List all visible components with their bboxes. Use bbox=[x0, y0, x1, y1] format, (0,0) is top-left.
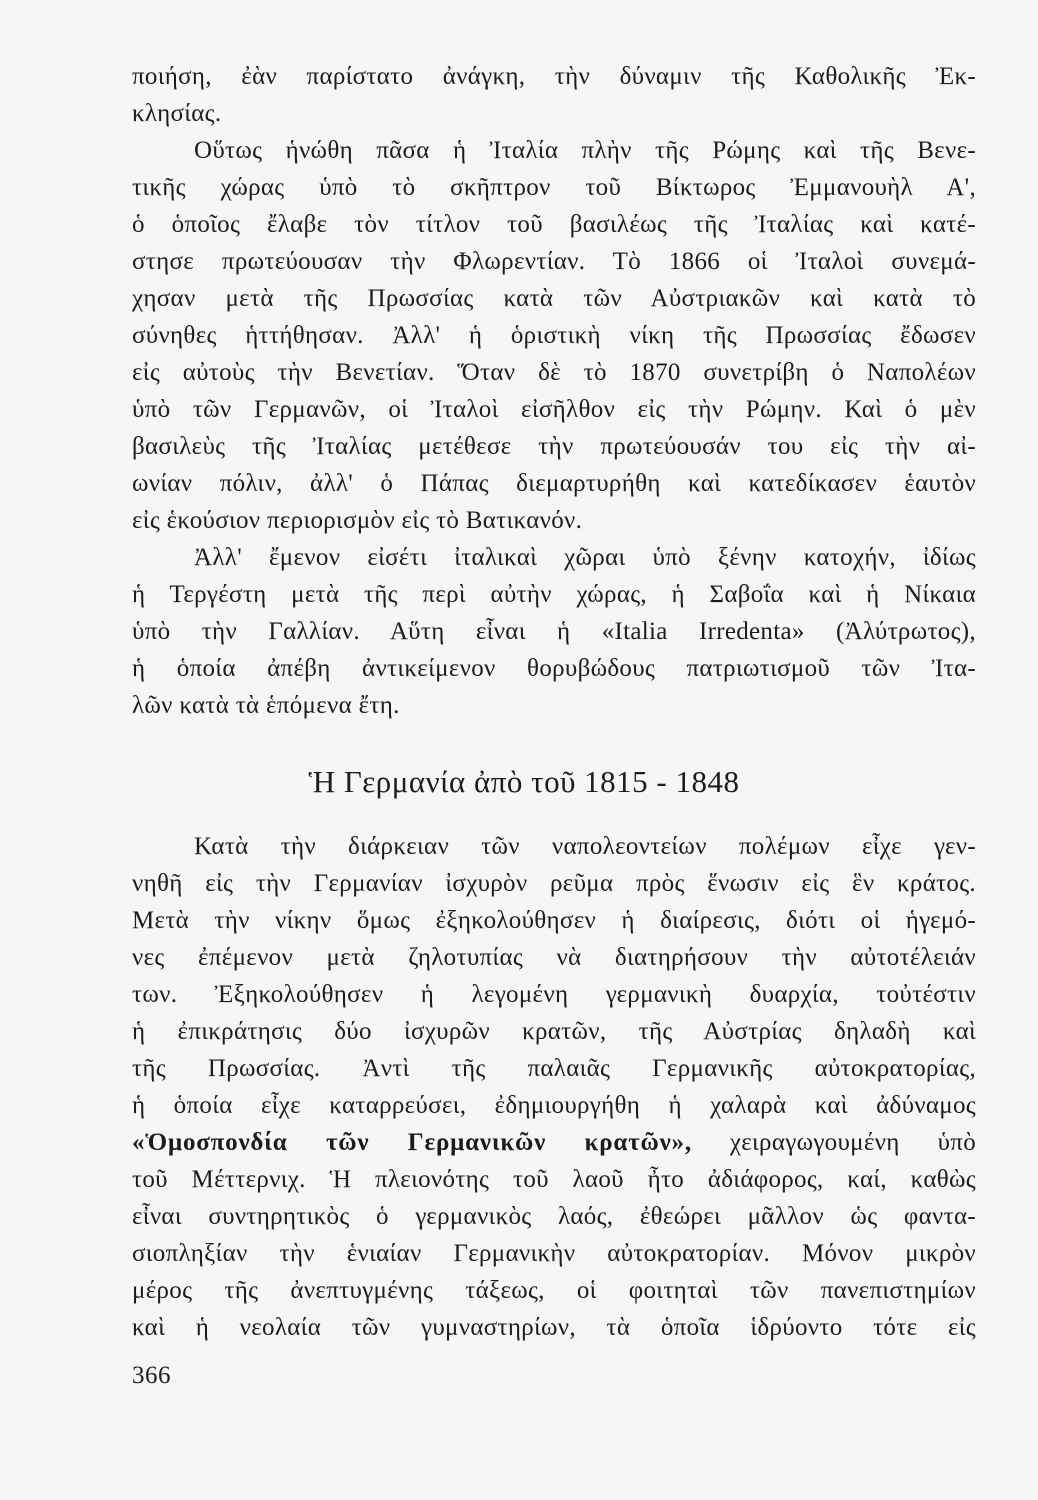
section-heading: Ἡ Γερμανία ἀπὸ τοῦ 1815 - 1848 bbox=[308, 764, 740, 799]
text-line: Μετὰ τὴν νίκην ὅμως ἐξηκολούθησεν ἡ διαίρεσις, διότι οἱ ἡγεμό- bbox=[132, 907, 976, 934]
text-line: Ἀλλ' ἔμενον εἰσέτι ἰταλικαὶ χῶραι ὑπὸ ξένην κατοχήν, ἰδίως bbox=[194, 544, 976, 571]
text-line: ἡ ἐπικράτησις δύο ἰσχυρῶν κρατῶν, τῆς Αὐστρίας δηλαδὴ καὶ bbox=[132, 1018, 976, 1045]
text-line: στησε πρωτεύουσαν τὴν Φλωρεντίαν. Τὸ 1866 οἱ Ἰταλοὶ συνεμά- bbox=[132, 248, 976, 275]
text-line: βασιλεὺς τῆς Ἰταλίας μετέθεσε τὴν πρωτεύουσάν του εἰς τὴν αἰ- bbox=[132, 433, 976, 460]
text-line-with-bold bbox=[132, 1124, 976, 1161]
text-line: νες ἐπέμενον μετὰ ζηλοτυπίας νὰ διατηρήσουν τὴν αὐτοτέλειάν bbox=[132, 944, 976, 971]
text-line: τῆς Πρωσσίας. Ἀντὶ τῆς παλαιᾶς Γερμανικῆς αὐτοκρατορίας, bbox=[132, 1055, 976, 1082]
text-line: Οὕτως ἡνώθη πᾶσα ἡ Ἰταλία πλὴν τῆς Ρώμης καὶ τῆς Βενε- bbox=[194, 137, 976, 164]
text-line: ἡ ὁποία εἶχε καταρρεύσει, ἐδημιουργήθη ἡ χαλαρὰ καὶ ἀδύναμος bbox=[132, 1092, 976, 1119]
page-number: 366 bbox=[132, 1362, 171, 1389]
text-line: εἰς ἑκούσιον περιορισμὸν εἰς τὸ Βατικανόν. bbox=[132, 507, 583, 534]
text-line: τοῦ Μέττερνιχ. Ἡ πλειονότης τοῦ λαοῦ ἦτο ἀδιάφορος, καί, καθὼς bbox=[132, 1166, 976, 1193]
bold-term: «Ὁμοσπονδία τῶν Γερμανικῶν κρατῶν», bbox=[132, 1129, 692, 1156]
text-line: κλησίας. bbox=[132, 100, 222, 127]
text-line: εἰς αὐτοὺς τὴν Βενετίαν. Ὅταν δὲ τὸ 1870 συνετρίβη ὁ Ναπολέων bbox=[132, 359, 976, 386]
text-line: λῶν κατὰ τὰ ἑπόμενα ἔτη. bbox=[132, 692, 400, 719]
text-line: των. Ἐξηκολούθησεν ἡ λεγομένη γερμανικὴ δυαρχία, τοὐτέστιν bbox=[132, 981, 976, 1008]
text-line: τικῆς χώρας ὑπὸ τὸ σκῆπτρον τοῦ Βίκτωρος Ἐμμανουὴλ Α', bbox=[132, 174, 976, 201]
text-line: ὑπὸ τὴν Γαλλίαν. Αὕτη εἶναι ἡ «Italia Irredenta» (Ἀλύτρωτος), bbox=[132, 618, 976, 645]
text-line: ἡ ὁποία ἀπέβη ἀντικείμενον θορυβώδους πατριωτισμοῦ τῶν Ἰτα- bbox=[132, 655, 976, 682]
line-tail: χειραγωγουμένη ὑπὸ bbox=[691, 1129, 976, 1156]
body-text bbox=[132, 58, 976, 1346]
text-line: νηθῆ εἰς τὴν Γερμανίαν ἰσχυρὸν ρεῦμα πρὸς ἕνωσιν εἰς ἓν κράτος. bbox=[132, 870, 976, 897]
text-line: καὶ ἡ νεολαία τῶν γυμναστηρίων, τὰ ὁποῖα ἱδρύοντο τότε εἰς bbox=[132, 1314, 976, 1341]
text-line: χησαν μετὰ τῆς Πρωσσίας κατὰ τῶν Αὐστριακῶν καὶ κατὰ τὸ bbox=[132, 285, 976, 312]
text-line: ωνίαν πόλιν, ἀλλ' ὁ Πάπας διεμαρτυρήθη καὶ κατεδίκασεν ἑαυτὸν bbox=[132, 470, 976, 497]
text-line: ἡ Τεργέστη μετὰ τῆς περὶ αὐτὴν χώρας, ἡ Σαβοΐα καὶ ἡ Νίκαια bbox=[132, 581, 976, 608]
text-line: ὑπὸ τῶν Γερμανῶν, οἱ Ἰταλοὶ εἰσῆλθον εἰς τὴν Ρώμην. Καὶ ὁ μὲν bbox=[132, 396, 976, 423]
text-line: μέρος τῆς ἀνεπτυγμένης τάξεως, οἱ φοιτηταὶ τῶν πανεπιστημίων bbox=[132, 1277, 976, 1304]
text-line: ποιήση, ἐὰν παρίστατο ἀνάγκη, τὴν δύναμιν τῆς Καθολικῆς Ἐκ- bbox=[132, 63, 976, 90]
text-line: εἶναι συντηρητικὸς ὁ γερμανικὸς λαός, ἐθεώρει μᾶλλον ὡς φαντα- bbox=[132, 1203, 976, 1230]
text-line: ὁ ὁποῖος ἔλαβε τὸν τίτλον τοῦ βασιλέως τῆς Ἰταλίας καὶ κατέ- bbox=[132, 211, 976, 238]
text-line: Κατὰ τὴν διάρκειαν τῶν ναπολεοντείων πολέμων εἶχε γεν- bbox=[194, 833, 976, 860]
text-line: σιοπληξίαν τὴν ἑνιαίαν Γερμανικὴν αὐτοκρατορίαν. Μόνον μικρὸν bbox=[132, 1240, 976, 1267]
text-line: σύνηθες ἡττήθησαν. Ἀλλ' ἡ ὁριστικὴ νίκη τῆς Πρωσσίας ἔδωσεν bbox=[132, 322, 976, 349]
